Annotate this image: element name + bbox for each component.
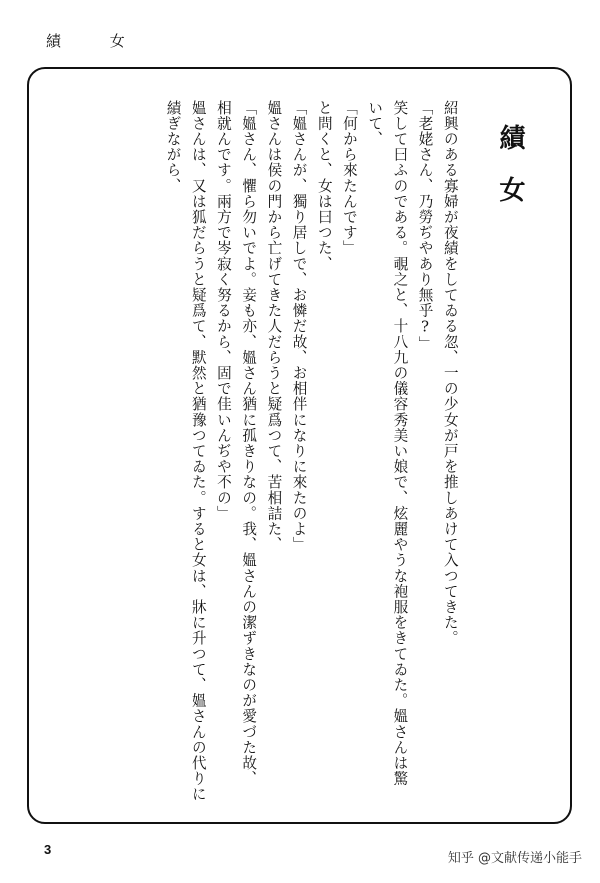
text-line: 「媼さんが、獨り居しで、お憐だ故、お相伴になりに來たのよ」 bbox=[290, 100, 308, 553]
text-line: 績ぎながら、 bbox=[164, 100, 182, 194]
page-number: 3 bbox=[44, 842, 52, 857]
story-text bbox=[160, 100, 525, 815]
text-line: 「媼さん、懼ら勿いでよ。妾も亦、媼さん猶に孤きりなの。我、媼さんの潔ずきなのが愛づた故、 bbox=[240, 100, 258, 787]
story-title: 績女 bbox=[495, 124, 525, 228]
text-line: 「何から來たんです」 bbox=[340, 100, 358, 256]
text-line: 笑して曰ふのである。覗之と、十八九の儀容秀美い娘で、炫麗やうな袍服をきてゐた。媼さんは驚 bbox=[391, 100, 409, 787]
text-line: 紹興のある寡婦が夜績をしてゐる忽、一の少女が戸を推しあけて入つてきた。 bbox=[441, 100, 459, 646]
text-line: 媼さんは、又は狐だらうと疑爲て、默然と猶豫つてゐた。すると女は、牀に升つて、媼さんの代りに bbox=[189, 100, 207, 802]
text-line: 相就んです。兩方で岑寂く努るから、固で佳いんぢや不の」 bbox=[214, 100, 232, 522]
text-line: と問くと、女は曰つた、 bbox=[315, 100, 333, 272]
running-title: 績 女 bbox=[46, 32, 147, 50]
text-line: いて、 bbox=[366, 100, 384, 147]
text-line: 「老姥さん、乃勞ぢやあり無乎?」 bbox=[416, 100, 434, 352]
text-line: 媼さんは侯の門から亡げてきた人だらうと疑爲つて、苦相詰た、 bbox=[265, 100, 283, 553]
watermark: 知乎 @文献传递小能手 bbox=[447, 851, 582, 866]
